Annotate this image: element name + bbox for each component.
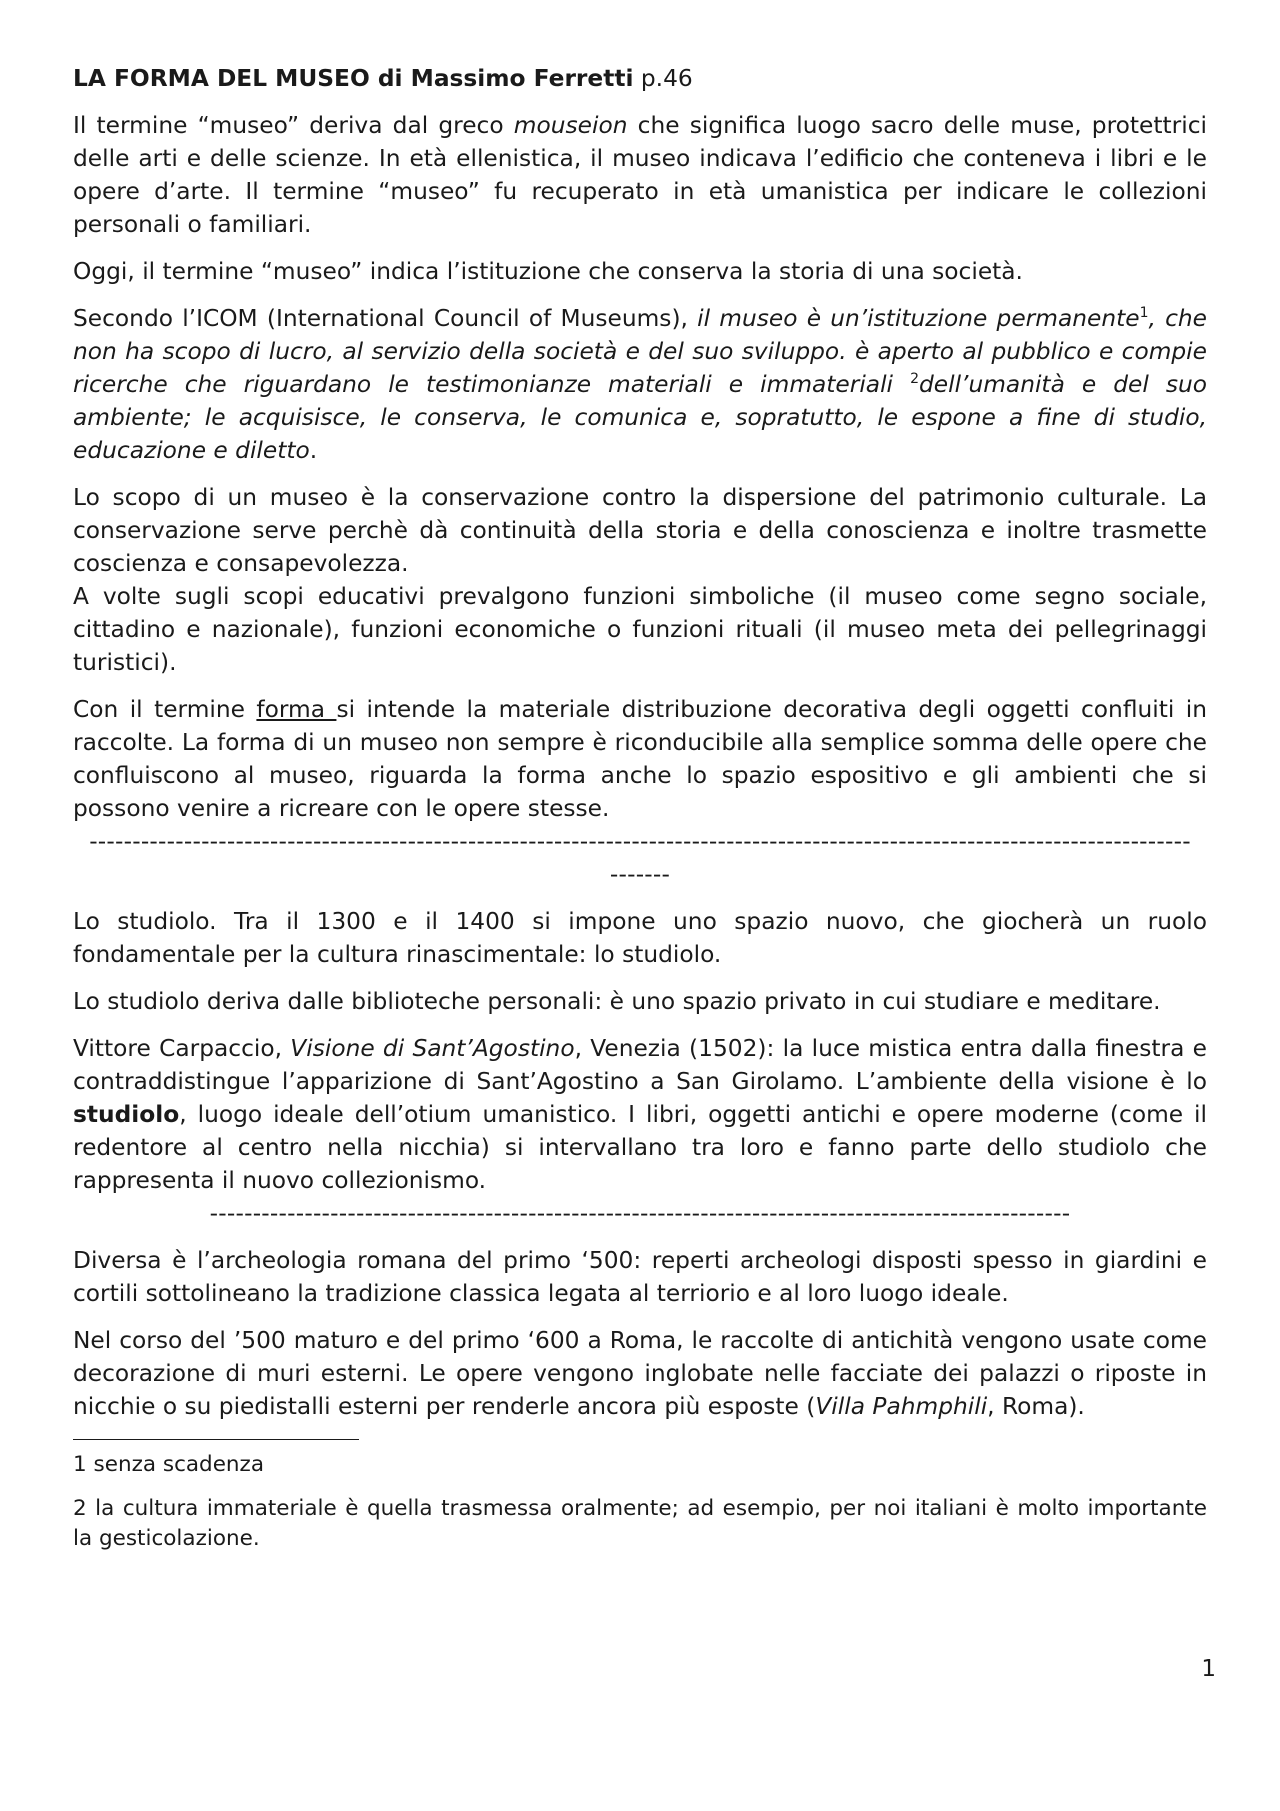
paragraph-carpaccio: [73, 1032, 1207, 1197]
footnote-ref-2: 2: [910, 371, 919, 388]
footnote-2: 2 la cultura immateriale è quella trasmessa oralmente; ad esempio, per noi italiani è molto importante la gesticolazione.: [73, 1496, 1207, 1551]
title-bold: LA FORMA DEL MUSEO di Massimo Ferretti: [73, 65, 634, 92]
italic-term: mouseion: [513, 112, 628, 139]
text-span: Con il termine: [73, 696, 257, 723]
text-span: che significa luogo sacro delle muse, protettrici delle arti e delle scienze. In età ellenistica, il museo indicava l’edificio che conteneva i libri e le opere d’arte. Il termine “museo” fu recuperato in età umanistica per indicare le collezioni personali o familiari.: [73, 112, 1207, 238]
footnote-1: 1 senza scadenza: [73, 1452, 265, 1477]
paragraph-archeology: Diversa è l’archeologia romana del primo ‘500: reperti archeologi disposti spesso in giardini e cortili sottolineano la tradizione classica legata al terriorio e al loro luogo ideale.: [73, 1247, 1207, 1307]
text-span: Secondo l’ICOM (International Council of Museums),: [73, 305, 698, 332]
text-span: si intende la materiale distribuzione decorativa degli oggetti confluiti in raccolte. La forma di un museo non sempre è riconducibile alla semplice somma delle opere che confluiscono al museo, riguarda la forma anche lo spazio espositivo e gli ambienti che si possono venire a ricreare con le opere stesse.: [73, 696, 1207, 822]
text-span: , luogo ideale dell’otium umanistico. I libri, oggetti antichi e opere moderne (come il redentore al centro nella nicchia) si intervallano tra loro e fanno parte dello studiolo che rappresenta il nuovo collezionismo.: [73, 1101, 1207, 1194]
paragraph-studiolo-origin: Lo studiolo deriva dalle biblioteche personali: è uno spazio privato in cui studiare e meditare.: [73, 988, 1161, 1015]
italic-quote: , che non ha scopo di lucro, al servizio della società e del suo sviluppo. è aperto al pubblico e compie ricerche che riguardano le testimonianze materiali e immateriali: [73, 305, 1208, 398]
paragraph-today: Oggi, il termine “museo” indica l’istituzione che conserva la storia di una società.: [73, 258, 1023, 285]
divider-line-short: ----------------------------------------------------------------------------------------------------: [209, 1200, 1071, 1227]
underlined-term: forma: [256, 696, 337, 723]
bold-term: studiolo: [73, 1101, 180, 1128]
page-number: 1: [1201, 1656, 1216, 1682]
document-page: [73, 62, 1207, 1568]
italic-quote: il museo è un’istituzione permanente: [697, 305, 1140, 332]
text-span: , Venezia (1502): la luce mistica entra dalla finestra e contraddistingue l’apparizione di Sant’Agostino a San Girolamo. L’ambiente della visione è lo: [73, 1035, 1207, 1095]
document-title: [73, 62, 1207, 95]
paragraph-icom: [73, 302, 1207, 467]
divider-line: --------------------------------------------------------------------------------------------------------------------------------: [89, 828, 1191, 855]
italic-artwork-title: Visione di Sant’Agostino: [290, 1035, 575, 1062]
text-span: Nel corso del ’500 maturo e del primo ‘600 a Roma, le raccolte di antichità vengono usate come decorazione di muri esterni. Le opere vengono inglobate nelle facciate dei palazzi o riposte in nicchie o su piedistalli esterni per renderle ancora più esposte (: [73, 1327, 1207, 1420]
footnote-ref-1: 1: [1139, 305, 1149, 322]
text-span: , Roma).: [987, 1393, 1085, 1420]
divider-line-continuation: -------: [609, 861, 671, 888]
italic-quote: dell’umanità e del suo ambiente; le acquisisce, le conserva, le comunica e, sopratutto, le espone a fine di studio, educazione e diletto: [73, 371, 1207, 464]
paragraph-studiolo: Lo studiolo. Tra il 1300 e il 1400 si impone uno spazio nuovo, che giocherà un ruolo fondamentale per la cultura rinascimentale: lo studiolo.: [73, 908, 1207, 968]
footnote-separator: [73, 1439, 359, 1440]
text-span: Vittore Carpaccio,: [73, 1035, 291, 1062]
italic-place: Villa Pahmphili: [815, 1393, 988, 1420]
title-page-ref: p.46: [633, 65, 693, 92]
paragraph-purpose: Lo scopo di un museo è la conservazione contro la dispersione del patrimonio culturale. La conservazione serve perchè dà continuità della storia e della conoscienza e inoltre trasmette coscienza e consapevolezza.: [73, 484, 1207, 577]
paragraph-rome: [73, 1324, 1207, 1423]
text-span: Il termine “museo” deriva dal greco: [73, 112, 514, 139]
paragraph-origin: [73, 109, 1207, 241]
paragraph-functions: A volte sugli scopi educativi prevalgono funzioni simboliche (il museo come segno sociale, cittadino e nazionale), funzioni economiche o funzioni rituali (il museo meta dei pellegrinaggi turistici).: [73, 583, 1207, 676]
text-span: .: [309, 437, 318, 464]
paragraph-form: [73, 693, 1207, 825]
